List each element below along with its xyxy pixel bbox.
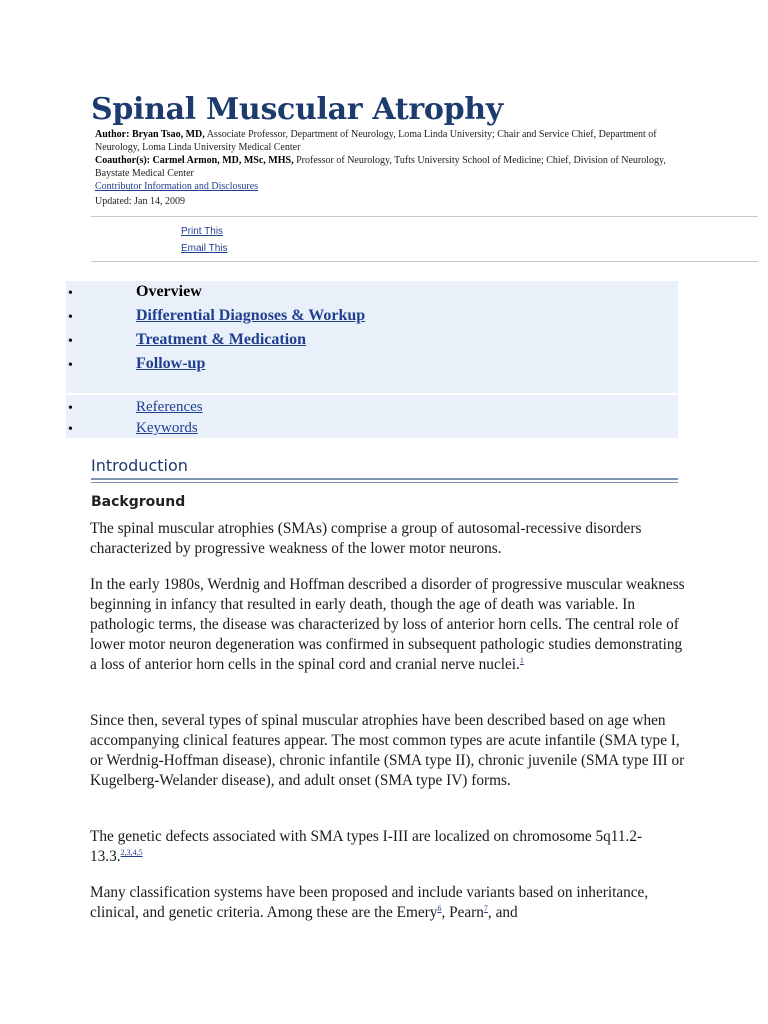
paragraph-text: The genetic defects associated with SMA types I-III are localized on chromosome 5q11.2-13.3. [90, 828, 643, 865]
coauthor-label: Coauthor(s): Carmel Armon, MD, MSc, MHS, [95, 155, 294, 166]
author-byline [95, 128, 695, 193]
bullet-icon: • [68, 358, 73, 373]
bullet-icon: • [68, 334, 73, 349]
reference-link[interactable]: 6 [437, 904, 442, 913]
paragraph [90, 883, 690, 923]
section-heading-introduction: Introduction [91, 456, 188, 475]
updated-date: Updated: Jan 14, 2009 [95, 196, 185, 207]
nav-differential-diagnoses[interactable]: Differential Diagnoses & Workup [136, 307, 366, 324]
bullet-icon: • [68, 401, 73, 416]
reference-link[interactable]: 7 [483, 904, 488, 913]
nav-keywords[interactable]: Keywords [136, 420, 198, 436]
paragraph-text: , and [487, 904, 518, 921]
print-link[interactable]: Print This [181, 226, 224, 237]
article-title: Spinal Muscular Atrophy [91, 92, 503, 127]
author-label: Author: Bryan Tsao, MD, [95, 129, 205, 140]
paragraph: Since then, several types of spinal muscular atrophies have been described based on age when accompanying clinical features appear. The most common types are acute infantile (SMA type I, or Werdnig-Hoffman disease), chronic infantile (SMA type II), chronic juvenile (SMA type III or Kugelberg-Welander disease), and adult onset (SMA type IV) forms. [90, 712, 685, 789]
nav-references[interactable]: References [136, 399, 203, 415]
email-link[interactable]: Email This [181, 243, 228, 254]
paragraph-text: In the early 1980s, Werdnig and Hoffman described a disorder of progressive muscular weakness beginning in infancy that resulted in early death, though the age of death was variable. In pathologic terms, the disease was characterized by loss of anterior horn cells. The central role of lower motor neuron degeneration was confirmed in subsequent pathologic studies demonstrating a loss of anterior horn cells in the spinal cord and cranial nerve nuclei. [90, 576, 685, 673]
divider-top [91, 216, 758, 217]
paragraph: The spinal muscular atrophies (SMAs) comprise a group of autosomal-recessive disorders characterized by progressive weakness of the lower motor neurons. [90, 520, 642, 557]
divider-bottom [91, 261, 758, 262]
nav-treatment[interactable]: Treatment & Medication [136, 331, 307, 348]
nav-overview[interactable]: Overview [136, 283, 202, 300]
bullet-icon: • [68, 286, 73, 301]
contributor-disclosures-link[interactable]: Contributor Information and Disclosures [95, 181, 259, 192]
heading-rule [91, 478, 678, 480]
heading-rule [91, 482, 678, 483]
coauthor-affiliation: Professor of Neurology, Tufts University School of Medicine; Chief, Division of Neurology, Baystate Medical Center [95, 155, 666, 179]
paragraph [90, 827, 690, 867]
reference-link[interactable]: 2,3,4,5 [120, 848, 143, 857]
author-affiliation: Associate Professor, Department of Neurology, Loma Linda University; Chair and Service Chief, Department of Neurology, Loma Linda University Medical Center [95, 129, 657, 153]
bullet-icon: • [68, 310, 73, 325]
subsection-heading-background: Background [91, 494, 186, 510]
paragraph-text: Many classification systems have been proposed and include variants based on inheritance, clinical, and genetic criteria. Among these are the Emery [90, 884, 649, 921]
reference-link[interactable]: 1 [519, 656, 524, 665]
paragraph [90, 575, 690, 675]
bullet-icon: • [68, 422, 73, 437]
paragraph-text: , Pearn [441, 904, 484, 921]
nav-follow-up[interactable]: Follow-up [136, 355, 206, 372]
